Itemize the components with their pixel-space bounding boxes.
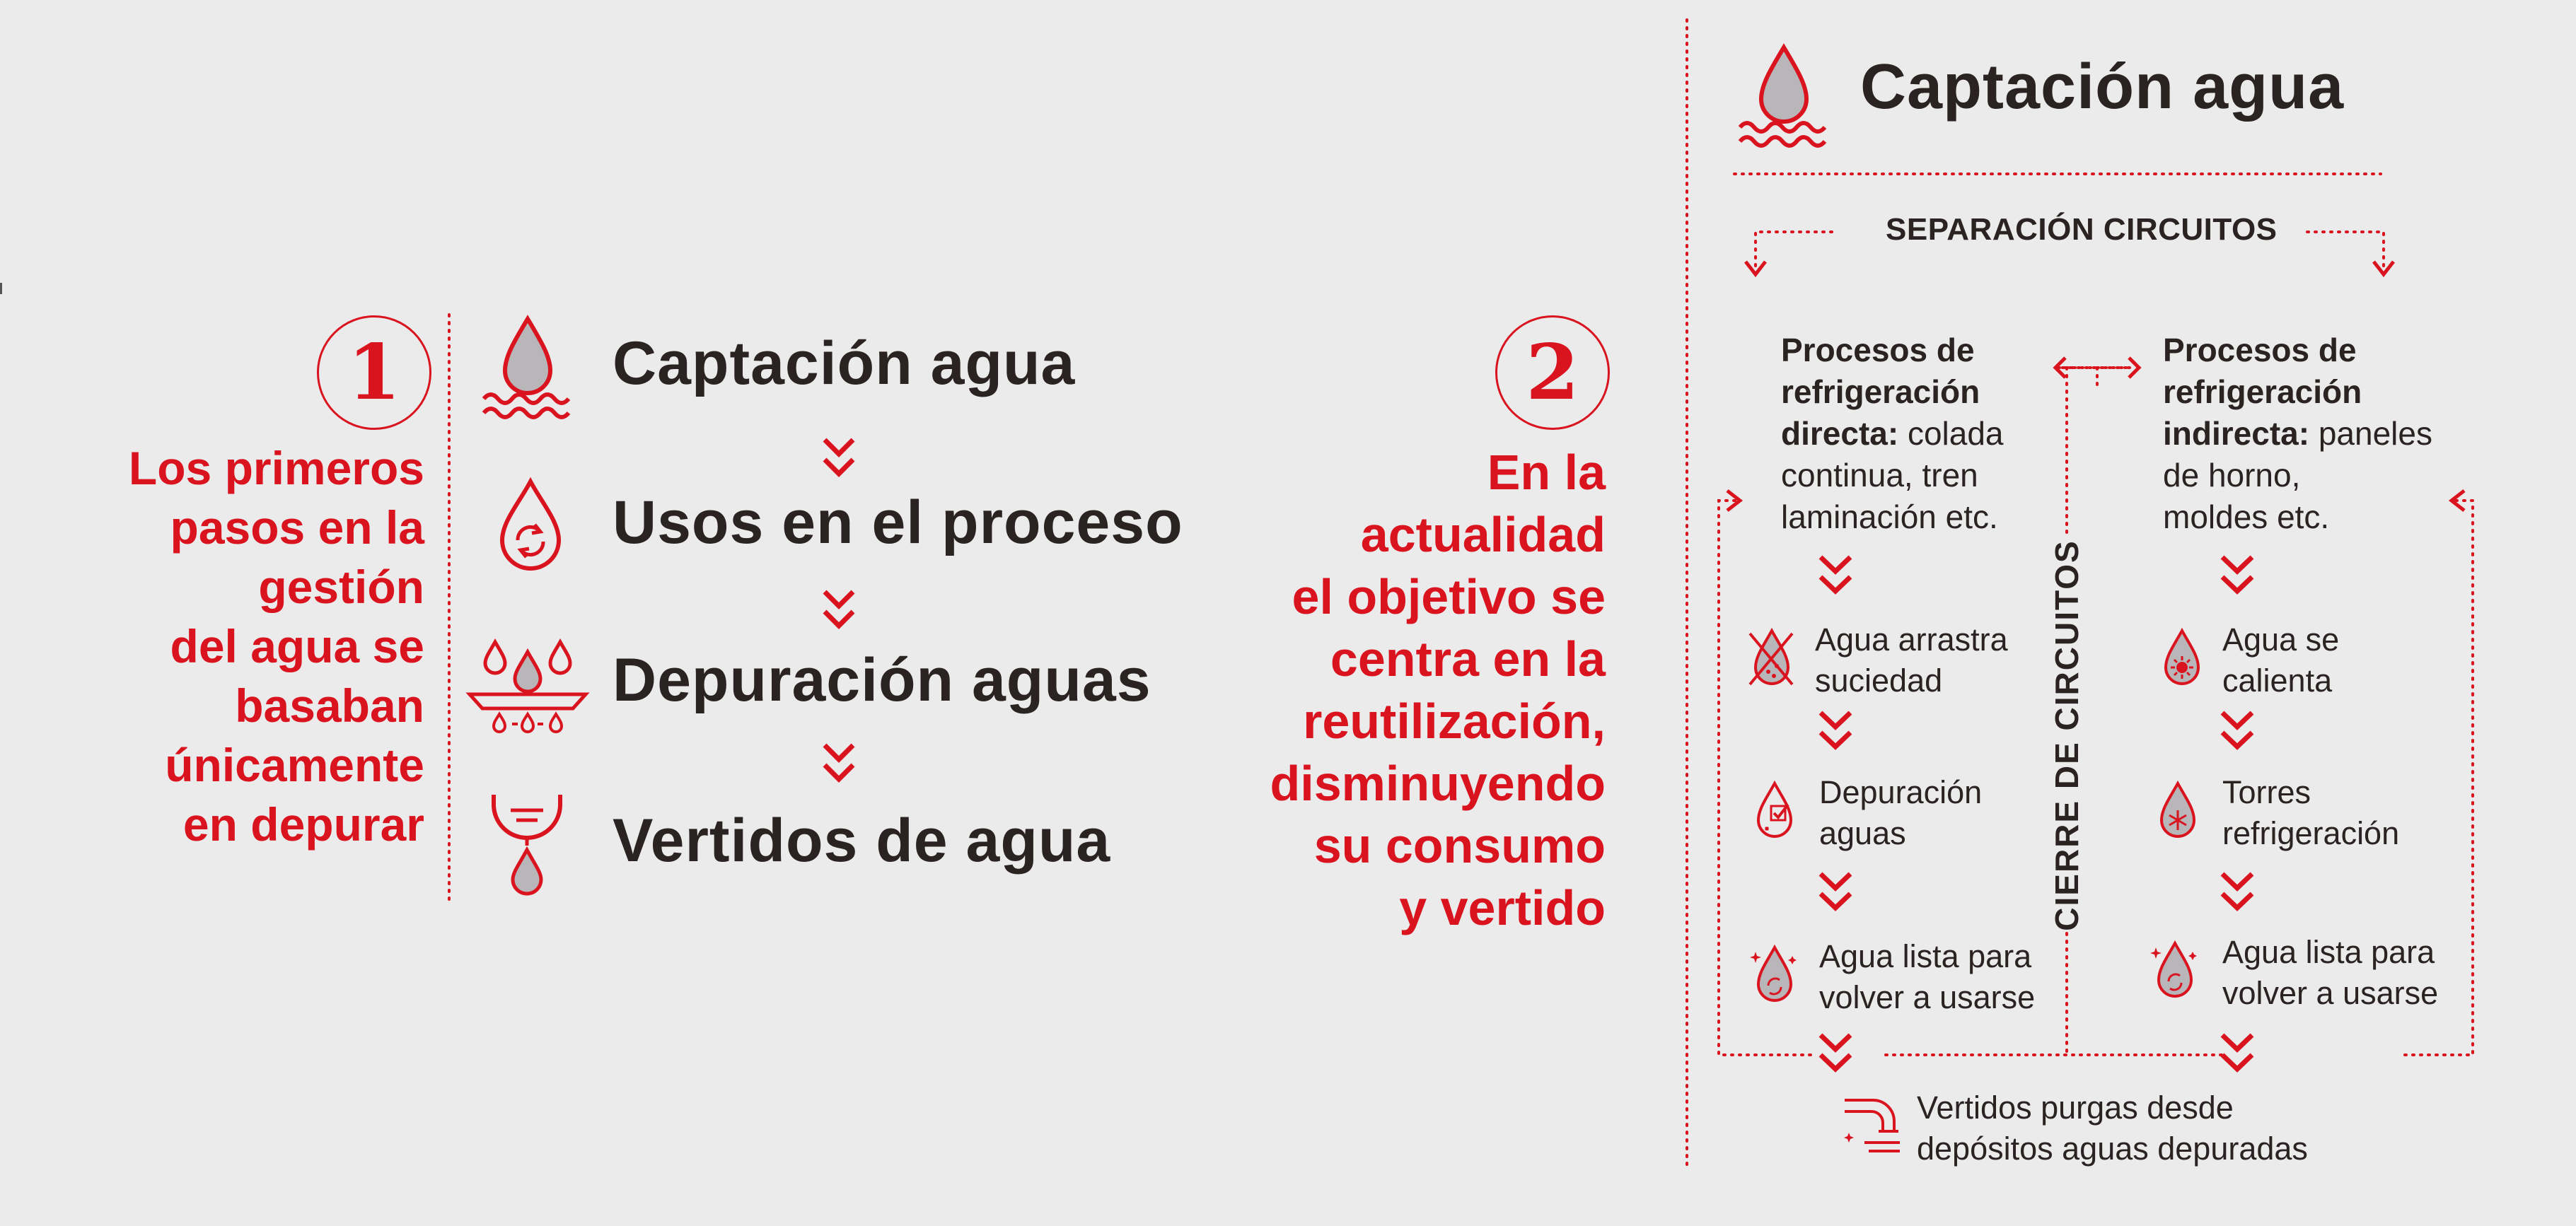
discharge-text: Vertidos purgas desde depósitos aguas depuradas	[1917, 1090, 2308, 1167]
step-label-discharge: Vertidos de agua	[613, 807, 1111, 875]
direct-process-title: Procesos de refrigeración directa: colada continua, tren laminación etc.	[1781, 332, 2004, 535]
step-label-uses: Usos en el proceso	[613, 489, 1183, 556]
direct-step-3: Agua lista para volver a usarse	[1819, 938, 2036, 1015]
cooling-drop-icon	[2153, 781, 2203, 844]
chevron-down-icon	[1818, 1032, 1853, 1075]
intro-text-2: En la actualidad el objetivo se centra en la reutilización, disminuyendo su consumo y vertido	[1270, 445, 1606, 935]
chevron-down-icon	[2220, 871, 2255, 913]
indirect-step-1: Agua se calienta	[2222, 621, 2340, 699]
clean-drop-check-icon	[1750, 781, 1799, 844]
discharge-pipe-icon	[1843, 1096, 1904, 1160]
step-number-2: 2	[1495, 315, 1610, 430]
chevron-down-icon	[2220, 1032, 2255, 1075]
intro-text-1: Los primeros pasos en la gestión del agua se basaban únicamente en depurar	[128, 442, 424, 851]
direct-step-1: Agua arrastra suciedad	[1815, 621, 2008, 699]
closure-double-arrow	[2051, 351, 2143, 386]
diagram-title: Captación agua	[1860, 52, 2345, 122]
chevron-down-icon	[2220, 710, 2255, 752]
direct-step-2: Depuración aguas	[1819, 774, 1983, 851]
step-number-1: 1	[317, 315, 431, 430]
step-label-capture: Captación agua	[613, 329, 1076, 397]
closure-label: CIERRE DE CIRCUITOS	[2048, 539, 2085, 931]
chevron-down-icon	[1818, 871, 1853, 913]
dirty-drop-icon	[1747, 628, 1797, 691]
hot-drop-icon	[2157, 628, 2207, 691]
chevron-down-icon	[1818, 710, 1853, 752]
indirect-process-title: Procesos de refrigeración indirecta: paneles de horno, moldes etc.	[2163, 332, 2432, 535]
separation-label: SEPARACIÓN CIRCUITOS	[1886, 212, 2278, 247]
indirect-step-3: Agua lista para volver a usarse	[2222, 934, 2439, 1011]
step-label-treatment: Depuración aguas	[613, 646, 1151, 714]
reuse-drop-icon	[2150, 940, 2200, 1004]
indirect-step-2: Torres refrigeración	[2222, 774, 2400, 851]
chevron-down-icon	[1818, 554, 1853, 597]
reuse-drop-icon	[1750, 945, 1799, 1008]
chevron-down-icon	[2220, 554, 2255, 597]
